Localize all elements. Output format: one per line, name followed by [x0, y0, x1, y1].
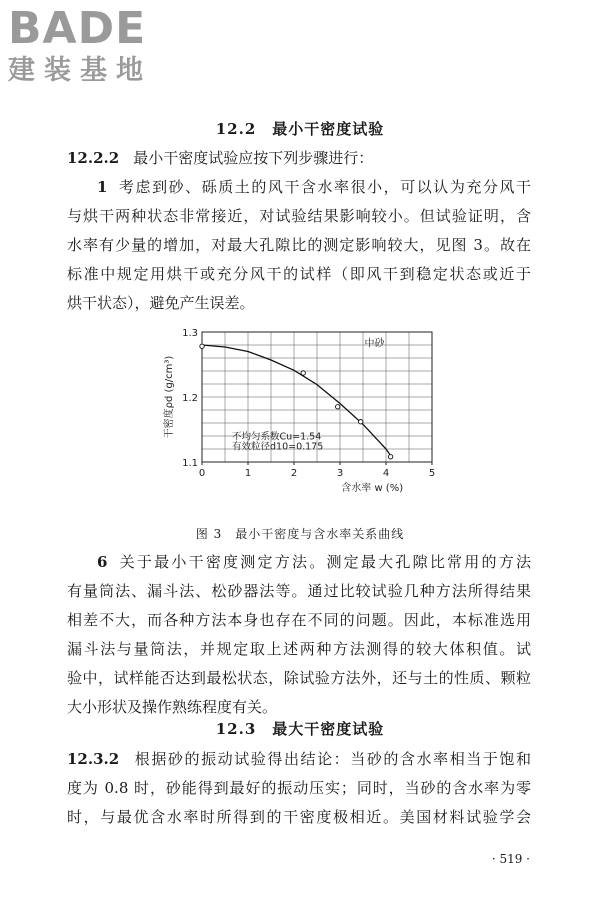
annotation-uniformity: 不均匀系数Cu=1.54	[232, 431, 322, 443]
page-number: · 519 ·	[491, 852, 530, 866]
section-heading-12-2: 12.2 最小干密度试验	[215, 120, 385, 138]
clause-12-3-2-line-0: 12.3.2 根据砂的振动试验得出结论：当砂的含水率相当于饱和	[67, 750, 531, 768]
item1-line-1: 与烘干两种状态非常接近，对试验结果影响较小。但试验证明，含	[67, 207, 531, 225]
data-point	[200, 344, 204, 348]
clause-number: 12.3.2	[67, 750, 120, 768]
item6-paragraph	[67, 548, 531, 722]
item6-line-2: 相差不大，而各种方法本身也存在不同的问题。因此，本标准选用	[67, 611, 531, 629]
data-point	[301, 371, 305, 375]
y-tick-label: 1.1	[182, 458, 198, 469]
logo-subtitle: 建装基地	[8, 55, 152, 86]
y-tick-label: 1.3	[182, 328, 198, 339]
item6-line-1: 有量筒法、漏斗法、松砂器法等。通过比较试验几种方法所得结果	[67, 582, 531, 600]
clause-12-3-2-line-1: 度为 0.8 时，砂能得到最好的振动压实；同时，当砂的含水率为零	[67, 779, 531, 797]
x-tick-label: 2	[290, 468, 298, 479]
clause-12-3-2-line-2: 时，与最优含水率时所得到的干密度极相近。美国材料试验学会	[67, 808, 531, 826]
x-tick-label: 0	[198, 468, 206, 479]
x-axis-label: 含水率 w (%)	[341, 483, 404, 494]
item6-line-5: 大小形状及操作熟练程度有关。	[67, 698, 278, 716]
section-heading-12-3: 12.3 最大干密度试验	[215, 720, 385, 738]
x-tick-label: 1	[244, 468, 252, 479]
item-number: 1	[97, 178, 108, 196]
logo-wordmark: BADE	[8, 3, 147, 54]
clause-intro: 最小干密度试验应按下列步骤进行：	[133, 149, 374, 167]
x-tick-label: 3	[336, 468, 344, 479]
figure-3-chart	[160, 322, 450, 517]
curve-label: 中砂	[364, 338, 385, 350]
y-axis-label: 干密度ρd (g/cm³)	[164, 355, 175, 439]
clause-number: 12.2.2	[67, 149, 120, 167]
x-tick-label: 5	[428, 468, 436, 479]
clause-intro-line	[67, 144, 531, 173]
figure-caption: 图 3 最小干密度与含水率关系曲线	[195, 527, 405, 541]
item1-line-3: 标准中规定用烘干或充分风干的试样（即风干到稳定状态或近于	[67, 265, 531, 283]
item1-line-4: 烘干状态），避免产生误差。	[67, 294, 255, 312]
data-point	[359, 420, 363, 424]
item-number: 6	[97, 553, 108, 571]
data-point	[388, 455, 392, 459]
item1-line-0: 1 考虑到砂、砾质土的风干含水率很小，可以认为充分风干	[97, 178, 531, 196]
item6-line-3: 漏斗法与量筒法，并规定取上述两种方法测得的较大体积值。试	[67, 640, 531, 658]
clause-12-2-2	[67, 144, 531, 318]
item6-line-4: 验中，试样能否达到最松状态，除试验方法外，还与土的性质、颗粒	[67, 669, 531, 687]
y-tick-label: 1.2	[182, 393, 198, 404]
item6-line-0: 6 关于最小干密度测定方法。测定最大孔隙比常用的方法	[97, 553, 531, 571]
item1-line-2: 水率有少量的增加，对最大孔隙比的测定影响较大，见图 3。故在	[67, 236, 531, 254]
x-tick-label: 4	[382, 468, 390, 479]
data-point	[336, 405, 340, 409]
clause-12-3-2	[67, 745, 531, 832]
annotation-effective-size: 有效粒径d10=0.175	[232, 441, 324, 453]
watermark-logo	[8, 3, 178, 88]
